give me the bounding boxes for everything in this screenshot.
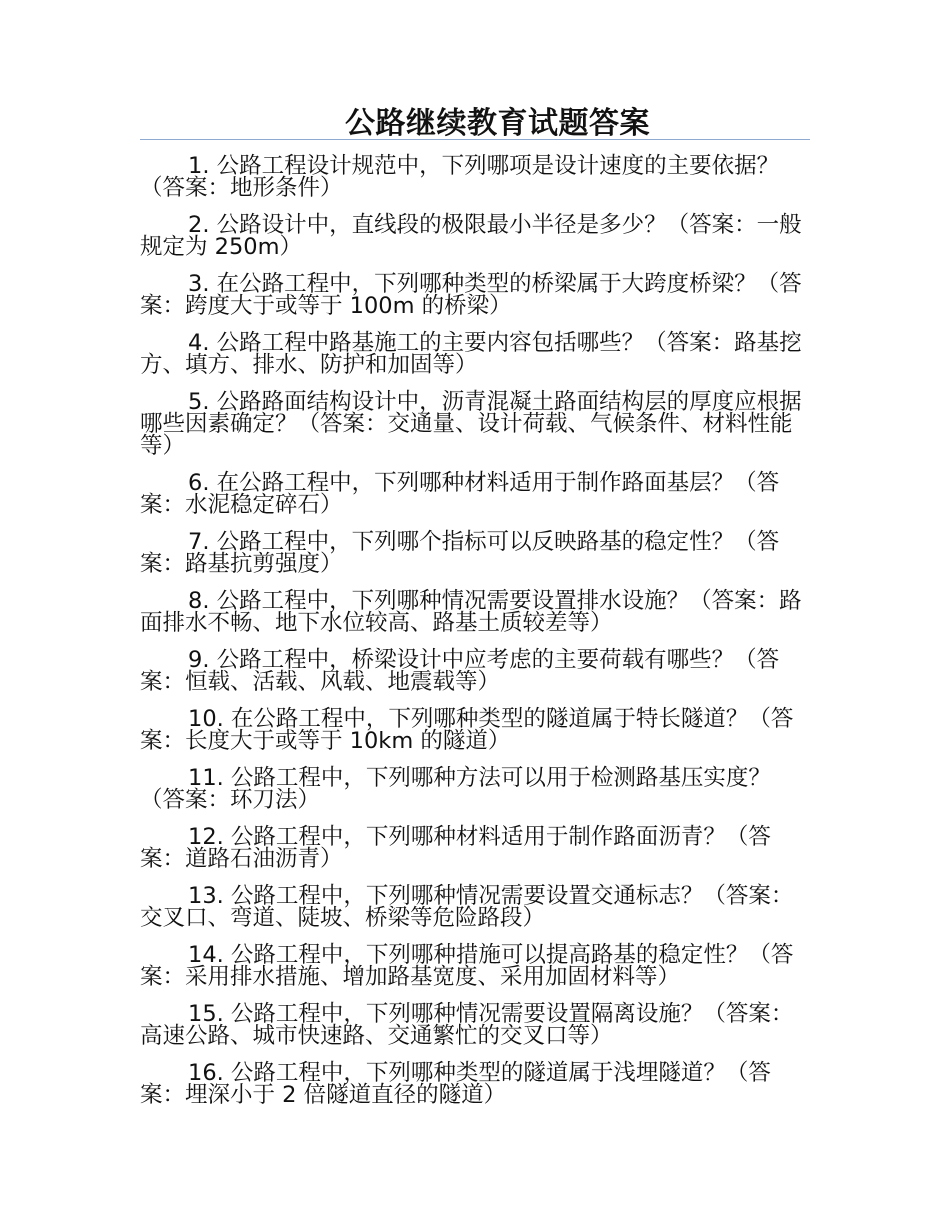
question-item-14: 14. 公路工程中，下列哪种措施可以提高路基的稳定性？（答案：采用排水措施、增加路基宽度、采用加固材料等） (140, 942, 794, 990)
question-item-16: 16. 公路工程中，下列哪种类型的隧道属于浅埋隧道？（答案：埋深小于 2 倍隧道直径的隧道） (140, 1060, 771, 1108)
document-title: 公路继续教育试题答案 (345, 106, 650, 141)
question-item-12: 12. 公路工程中，下列哪种材料适用于制作路面沥青？（答案：道路石油沥青） (140, 824, 771, 872)
question-item-3: 3. 在公路工程中，下列哪种类型的桥梁属于大跨度桥梁？（答案：跨度大于或等于 100m 的桥梁） (140, 271, 802, 319)
question-item-11: 11. 公路工程中，下列哪种方法可以用于检测路基压实度？（答案：环刀法） (140, 765, 771, 813)
question-item-15: 15. 公路工程中，下列哪种情况需要设置隔离设施？（答案：高速公路、城市快速路、交通繁忙的交叉口等） (140, 1001, 794, 1049)
title-underline (140, 139, 810, 140)
question-item-5: 5. 公路路面结构设计中，沥青混凝土路面结构层的厚度应根据哪些因素确定？（答案：交通量、设计荷载、气候条件、材料性能等） (140, 389, 802, 459)
question-item-13: 13. 公路工程中，下列哪种情况需要设置交通标志？（答案：交叉口、弯道、陡坡、桥梁等危险路段） (140, 883, 794, 931)
question-item-7: 7. 公路工程中，下列哪个指标可以反映路基的稳定性？（答案：路基抗剪强度） (140, 529, 780, 577)
question-item-6: 6. 在公路工程中，下列哪种材料适用于制作路面基层？（答案：水泥稳定碎石） (140, 470, 780, 518)
question-item-4: 4. 公路工程中路基施工的主要内容包括哪些？（答案：路基挖方、填方、排水、防护和加固等） (140, 330, 802, 378)
question-list (140, 155, 812, 1121)
question-item-8: 8. 公路工程中，下列哪种情况需要设置排水设施？（答案：路面排水不畅、地下水位较高、路基土质较差等） (140, 588, 802, 636)
question-item-1: 1. 公路工程设计规范中，下列哪项是设计速度的主要依据？（答案：地形条件） (140, 153, 780, 201)
question-item-2: 2. 公路设计中，直线段的极限最小半径是多少？（答案：一般规定为 250m） (140, 212, 802, 260)
question-item-10: 10. 在公路工程中，下列哪种类型的隧道属于特长隧道？（答案：长度大于或等于 10km 的隧道） (140, 706, 794, 754)
question-item-9: 9. 公路工程中，桥梁设计中应考虑的主要荷载有哪些？（答案：恒载、活载、风载、地震载等） (140, 647, 780, 695)
